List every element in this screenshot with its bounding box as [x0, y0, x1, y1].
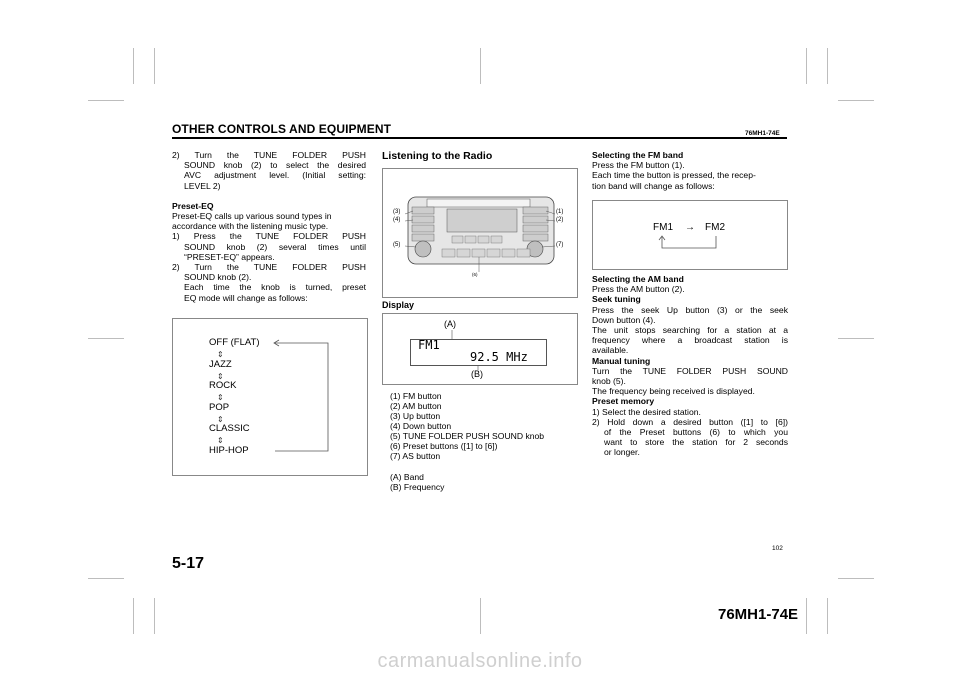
callout-label: (7): [556, 242, 564, 248]
preset-memory-step: of the Preset buttons (6) to which you: [604, 427, 788, 438]
crop-mark: [838, 578, 874, 579]
crop-mark: [154, 48, 155, 84]
display-frequency-value: 92.5 MHz: [470, 350, 528, 364]
seek-tuning-text: available.: [592, 345, 629, 356]
preset-eq-desc2: accordance with the listening music type.: [172, 221, 329, 232]
eq-step2-line2: SOUND knob (2).: [184, 272, 252, 283]
callout-label: (3): [393, 209, 401, 215]
crop-mark: [827, 598, 828, 634]
preset-memory-step: 2) Hold down a desired button ([1] to [6]): [592, 416, 788, 427]
crop-mark: [838, 338, 874, 339]
crop-mark: [480, 48, 481, 84]
right-column-bottom: [592, 274, 788, 458]
am-band-heading: Selecting the AM band: [592, 274, 684, 284]
fm-band-heading: Selecting the FM band: [592, 150, 684, 160]
preset-memory-step: 1) Select the desired station.: [592, 406, 701, 417]
crop-mark: [827, 48, 828, 84]
display-band-value: FM1: [418, 338, 440, 352]
right-arrow-icon: →: [685, 222, 695, 233]
header-rule: [172, 137, 787, 139]
right-column-top: [592, 150, 788, 191]
updown-arrow-icon: ⇕: [217, 436, 224, 445]
radio-unit-illustration: [383, 169, 577, 297]
legend-item: (7) AS button: [390, 451, 441, 461]
section-title: OTHER CONTROLS AND EQUIPMENT: [172, 122, 392, 136]
eq-step1-line2: SOUND knob (2) several times until: [184, 241, 366, 252]
crop-mark: [806, 48, 807, 84]
page-section-number: 5-17: [172, 555, 205, 572]
preset-memory-heading: Preset memory: [592, 396, 655, 407]
legend-item: (1) FM button: [390, 391, 442, 401]
fm1-label: FM1: [653, 222, 673, 233]
updown-arrow-icon: ⇕: [217, 350, 224, 359]
callout-label: (6): [472, 272, 478, 277]
callout-label: (2): [556, 217, 564, 223]
legend-item: (5) TUNE FOLDER PUSH SOUND knob: [390, 431, 545, 441]
seek-tuning-text: frequency where a broadcast station is: [592, 335, 788, 346]
eq-mode-pop: POP: [209, 402, 230, 413]
updown-arrow-icon: ⇕: [217, 393, 224, 402]
display-heading: Display: [382, 300, 415, 310]
callout-label: (4): [393, 217, 401, 223]
am-band-text: Press the AM button (2).: [592, 284, 685, 295]
crop-mark: [806, 598, 807, 634]
eq-step2-line1: 2) Turn the TUNE FOLDER PUSH: [172, 262, 366, 273]
seek-tuning-text: Down button (4).: [592, 314, 656, 325]
callout-label: (1): [556, 209, 564, 215]
header-model-code: 76MH1-74E: [745, 130, 780, 137]
radio-legend: [390, 391, 580, 492]
fm-band-text: Press the FM button (1).: [592, 160, 685, 171]
legend-item: (B) Frequency: [390, 482, 445, 492]
radio-unit-figure: [382, 168, 578, 298]
manual-tuning-text: The frequency being received is displayed.: [592, 386, 755, 397]
legend-item: (2) AM button: [390, 401, 442, 411]
legend-item: (4) Down button: [390, 421, 452, 431]
crop-mark: [133, 48, 134, 84]
cycle-arrow-icon: [173, 319, 367, 475]
eq-step1-line1: 1) Press the TUNE FOLDER PUSH: [172, 231, 366, 242]
eq-mode-off-flat: OFF (FLAT): [209, 337, 260, 348]
eq-step2-line3: Each time the knob is turned, preset: [184, 282, 366, 293]
preset-eq-heading: Preset-EQ: [172, 200, 214, 211]
crop-mark: [88, 100, 124, 101]
eq-step2-line4: EQ mode will change as follows:: [184, 292, 308, 303]
seek-tuning-text: The unit stops searching for a station at a: [592, 325, 788, 336]
manual-tuning-text: knob (5).: [592, 376, 626, 387]
legend-item: (3) Up button: [390, 411, 441, 421]
crop-mark: [88, 338, 124, 339]
footer-model-code: 76MH1-74E: [718, 606, 799, 623]
manual-tuning-text: Turn the TUNE FOLDER PUSH SOUND: [592, 365, 788, 376]
eq-mode-rock: ROCK: [209, 380, 237, 391]
eq-mode-hip-hop: HIP-HOP: [209, 445, 249, 456]
updown-arrow-icon: ⇕: [217, 372, 224, 381]
display-figure: [382, 313, 578, 385]
eq-mode-diagram: [172, 318, 368, 476]
fm-band-text: tion band will change as follows:: [592, 180, 715, 191]
crop-mark: [154, 598, 155, 634]
legend-item: (6) Preset buttons ([1] to [6]): [390, 441, 498, 451]
fm-band-diagram: [592, 200, 788, 270]
fm2-label: FM2: [705, 222, 725, 233]
frequency-callout: (B): [471, 369, 483, 379]
return-arrow-icon: [593, 201, 787, 269]
eq-step1-line3: “PRESET-EQ” appears.: [184, 251, 275, 262]
fm-band-text: Each time the button is pressed, the recep-: [592, 170, 756, 181]
preset-eq-desc1: Preset-EQ calls up various sound types in: [172, 211, 332, 222]
preset-memory-step: or longer.: [604, 447, 640, 458]
avc-step2-line2: SOUND knob (2) to select the desired: [184, 160, 366, 171]
callout-label: (5): [393, 242, 401, 248]
avc-step2-line3: AVC adjustment level. (Initial setting:: [184, 170, 366, 181]
crop-mark: [480, 598, 481, 634]
legend-item: (A) Band: [390, 472, 424, 482]
band-callout: (A): [444, 319, 456, 329]
crop-mark: [133, 598, 134, 634]
manual-tuning-heading: Manual tuning: [592, 355, 651, 366]
avc-step2-line4: LEVEL 2): [184, 180, 221, 191]
avc-step2-line1: 2) Turn the TUNE FOLDER PUSH: [172, 150, 366, 160]
crop-mark: [838, 100, 874, 101]
listening-radio-heading: Listening to the Radio: [382, 150, 493, 162]
eq-mode-classic: CLASSIC: [209, 423, 250, 434]
watermark[interactable]: carmanualsonline.info: [377, 650, 583, 672]
seek-tuning-heading: Seek tuning: [592, 294, 641, 305]
left-column: [172, 150, 366, 303]
updown-arrow-icon: ⇕: [217, 415, 224, 424]
preset-memory-step: want to store the station for 2 seconds: [604, 437, 788, 448]
page-number: 102: [772, 545, 783, 552]
crop-mark: [88, 578, 124, 579]
eq-mode-jazz: JAZZ: [209, 359, 232, 370]
seek-tuning-text: Press the seek Up button (3) or the seek: [592, 304, 788, 315]
